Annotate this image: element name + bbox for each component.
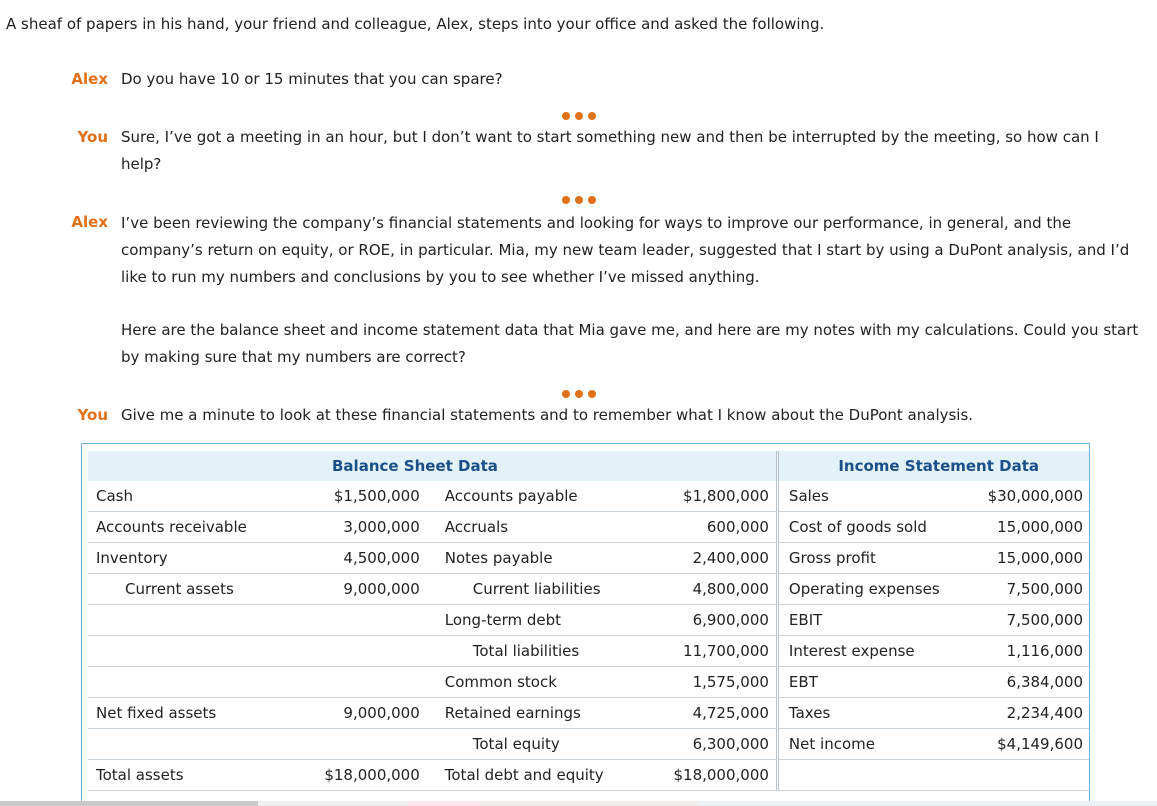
income-label: Cost of goods sold	[777, 512, 973, 543]
liability-label: Retained earnings	[420, 698, 659, 729]
liability-value: $1,800,000	[659, 481, 778, 512]
dialogue-text: Do you have 10 or 15 minutes that you can spare?	[121, 70, 503, 88]
income-label: Net income	[777, 729, 973, 760]
income-label: EBIT	[777, 605, 973, 636]
asset-value	[317, 605, 420, 636]
liability-value: 4,800,000	[659, 574, 778, 605]
income-value: $4,149,600	[973, 729, 1089, 760]
table-row	[88, 760, 1089, 791]
asset-value: 9,000,000	[317, 698, 420, 729]
income-value: 7,500,000	[973, 574, 1089, 605]
income-value: 15,000,000	[973, 512, 1089, 543]
asset-value: $18,000,000	[317, 760, 420, 791]
income-value: 6,384,000	[973, 667, 1089, 698]
ellipsis-icon	[562, 384, 614, 394]
asset-value: 3,000,000	[317, 512, 420, 543]
financial-statements-table	[88, 451, 1089, 791]
asset-value	[317, 636, 420, 667]
asset-label: Current assets	[88, 574, 317, 605]
table-row	[88, 636, 1089, 667]
income-label: Interest expense	[777, 636, 973, 667]
asset-label: Inventory	[88, 543, 317, 574]
income-label	[777, 760, 973, 791]
liability-label: Accounts payable	[420, 481, 659, 512]
asset-value: 4,500,000	[317, 543, 420, 574]
income-statement-header: Income Statement Data	[777, 451, 1089, 481]
table-row	[88, 574, 1089, 605]
liability-label: Notes payable	[420, 543, 659, 574]
liability-value: 11,700,000	[659, 636, 778, 667]
asset-label: Net fixed assets	[88, 698, 317, 729]
liability-label: Total liabilities	[420, 636, 659, 667]
table-row	[88, 667, 1089, 698]
speaker-label: You	[77, 128, 108, 146]
bottom-scroll-strip	[0, 801, 1157, 806]
asset-value: $1,500,000	[317, 481, 420, 512]
income-value	[973, 760, 1089, 791]
table-row	[88, 605, 1089, 636]
liability-label: Common stock	[420, 667, 659, 698]
income-value: 1,116,000	[973, 636, 1089, 667]
asset-value	[317, 667, 420, 698]
income-label: Taxes	[777, 698, 973, 729]
asset-value	[317, 729, 420, 760]
liability-value: $18,000,000	[659, 760, 778, 791]
income-label: Gross profit	[777, 543, 973, 574]
income-value: 7,500,000	[973, 605, 1089, 636]
liability-label: Current liabilities	[420, 574, 659, 605]
asset-label: Cash	[88, 481, 317, 512]
asset-label	[88, 636, 317, 667]
balance-sheet-header: Balance Sheet Data	[88, 451, 777, 481]
speaker-label: You	[77, 406, 108, 424]
ellipsis-icon	[562, 106, 614, 116]
dialogue-text: Give me a minute to look at these financial statements and to remember what I know about the DuPont analysis.	[121, 406, 974, 424]
asset-label: Total assets	[88, 760, 317, 791]
intro-text: A sheaf of papers in his hand, your friend and colleague, Alex, steps into your office and asked the following.	[6, 15, 825, 33]
liability-label: Long-term debt	[420, 605, 659, 636]
asset-label: Accounts receivable	[88, 512, 317, 543]
ellipsis-icon	[562, 190, 614, 200]
asset-label	[88, 729, 317, 760]
income-label: EBT	[777, 667, 973, 698]
dialogue-text-continued: Here are the balance sheet and income statement data that Mia gave me, and here are my notes with my calculations. Could you start by making sure that my numbers are correct?	[121, 321, 1139, 366]
income-label: Sales	[777, 481, 973, 512]
liability-label: Total debt and equity	[420, 760, 659, 791]
liability-label: Total equity	[420, 729, 659, 760]
liability-value: 2,400,000	[659, 543, 778, 574]
asset-label	[88, 667, 317, 698]
table-row	[88, 481, 1089, 512]
speaker-label: Alex	[71, 213, 108, 231]
speaker-label: Alex	[71, 70, 108, 88]
financial-statements-panel	[81, 443, 1090, 803]
liability-value: 600,000	[659, 512, 778, 543]
dialogue-text: Sure, I’ve got a meeting in an hour, but I don’t want to start something new and then be interrupted by the meeting, so how can I help?	[121, 128, 1099, 173]
liability-value: 6,300,000	[659, 729, 778, 760]
income-value: 2,234,400	[973, 698, 1089, 729]
table-row	[88, 512, 1089, 543]
asset-label	[88, 605, 317, 636]
asset-value: 9,000,000	[317, 574, 420, 605]
income-value: $30,000,000	[973, 481, 1089, 512]
liability-label: Accruals	[420, 512, 659, 543]
dialogue-text: I’ve been reviewing the company’s financial statements and looking for ways to improve our performance, in general, and the company’s return on equity, or ROE, in particular. Mia, my new team leader, suggested that I start by using a DuPont analysis, and I’d like to run my numbers and conclusions by you to see whether I’ve missed anything.	[121, 214, 1130, 286]
income-label: Operating expenses	[777, 574, 973, 605]
income-value: 15,000,000	[973, 543, 1089, 574]
liability-value: 1,575,000	[659, 667, 778, 698]
liability-value: 6,900,000	[659, 605, 778, 636]
table-row	[88, 543, 1089, 574]
table-row	[88, 729, 1089, 760]
liability-value: 4,725,000	[659, 698, 778, 729]
table-row	[88, 698, 1089, 729]
